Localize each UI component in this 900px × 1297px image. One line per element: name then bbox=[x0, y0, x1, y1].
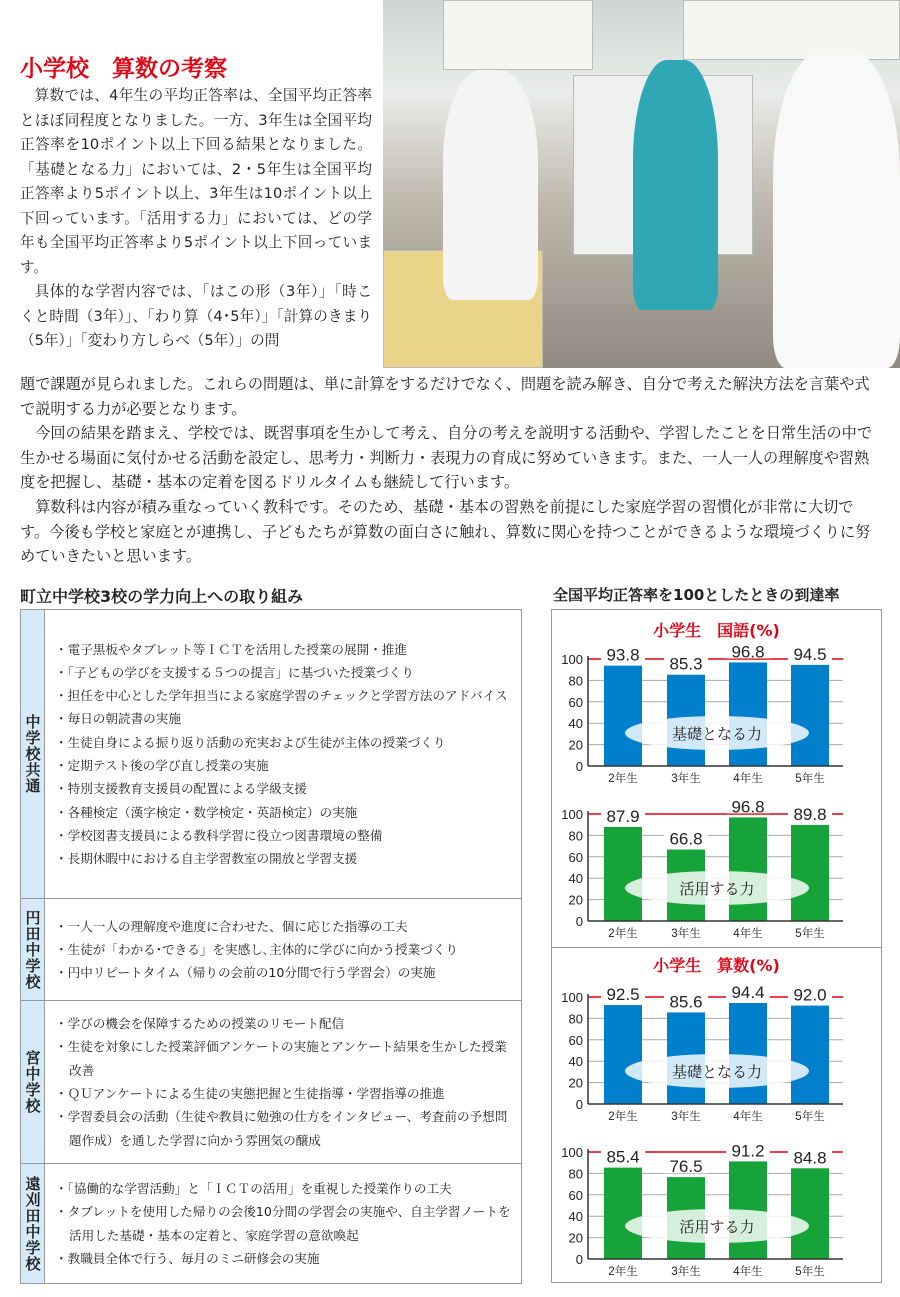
bar-chart bbox=[551, 795, 882, 940]
paragraph: 算数では、4年生の平均正答率は、全国平均正答率とほぼ同程度となりました。一方、3年生は全国平均正答率を10ポイント以上下回る結果となりました。「基礎となる力」においては、2・5年生は全国平均正答率より5ポイント以上、3年生は10ポイント以上下回っています。「活用する力」においては、どの学年も全国平均正答率より5ポイント以上下回っています。 bbox=[20, 87, 372, 276]
data-label: 92.5 bbox=[606, 985, 640, 1005]
divider bbox=[551, 947, 882, 948]
initiative-item: ・ 定期テスト後の学び直し授業の実施 bbox=[55, 754, 515, 777]
chart-group-title: 小学生 算数(%) bbox=[653, 956, 780, 975]
y-tick-label: 100 bbox=[561, 652, 583, 667]
series-label: 活用する力 bbox=[679, 881, 755, 898]
bar bbox=[791, 1006, 829, 1104]
category-label: 3年生 bbox=[671, 773, 701, 785]
initiative-item: ・ 生徒自身による振り返り活動の充実および生徒が主体の授業づくり bbox=[55, 731, 515, 754]
y-tick-label: 60 bbox=[568, 849, 583, 865]
student bbox=[633, 60, 718, 310]
alphabet-poster bbox=[683, 0, 900, 60]
paragraph: 具体的な学習内容では、「はこの形（3年）」「時こくと時間（3年）」、「わり算（4･5年）」「計算のきまり（5年）」「変わり方しらべ（5年）」の問 bbox=[20, 283, 372, 349]
initiative-item: ・ タブレットを使用した帰りの会後10分間の学習会の実施や、自主学習ノートを活用した基礎・基本の定着と、家庭学習の意欲喚起 bbox=[55, 1200, 515, 1247]
y-tick-label: 0 bbox=[575, 1252, 583, 1267]
category-label: 2年生 bbox=[608, 1111, 638, 1123]
bar-chart bbox=[551, 1133, 882, 1278]
bar bbox=[604, 666, 642, 766]
paragraph: 算数科は内容が積み重なっていく教科です。そのため、基礎・基本の習熟を前提にした家庭学習の習慣化が非常に大切です。今後も学校と家庭とが連携し、子どもたちが算数の面白さに触れ、算数に関心を持つことができるような環境づくりに努めていきたいと思います。 bbox=[20, 497, 871, 566]
initiative-item: ・ 生徒を対象にした授業評価アンケートの実施とアンケート結果を生かした授業改善 bbox=[55, 1035, 515, 1082]
initiative-item: ・ 各種検定（漢字検定・数学検定・英語検定）の実施 bbox=[55, 801, 515, 824]
category-label: 5年生 bbox=[795, 773, 825, 785]
y-tick-label: 100 bbox=[561, 807, 583, 822]
category-label: 2年生 bbox=[608, 928, 638, 940]
initiative-item: ・ ＱＵアンケートによる生徒の実態把握と生徒指導・学習指導の推進 bbox=[55, 1082, 515, 1105]
initiative-item: ・ 学校図書支援員による教科学習に役立つ図書環境の整備 bbox=[55, 824, 515, 847]
initiative-item: ・ 長期休暇中における自主学習教室の開放と学習支援 bbox=[55, 847, 515, 870]
y-tick-label: 40 bbox=[568, 716, 583, 732]
data-label: 93.8 bbox=[606, 645, 640, 665]
paragraph: 今回の結果を踏まえ、学校では、既習事項を生かして考え、自分の考えを説明する活動や、学習したことを日常生活の中で生かせる場面に気付かせる活動を設定し、思考力・判断力・表現力の育成に努めていきます。また、一人一人の理解度や習熟度を把握し、基礎・基本の定着を図るドリルタイムも継続して行います。 bbox=[20, 424, 873, 492]
data-label: 85.6 bbox=[669, 992, 703, 1012]
bar bbox=[791, 825, 829, 921]
initiative-list bbox=[45, 899, 522, 1001]
category-label: 3年生 bbox=[671, 1266, 701, 1278]
category-label: 3年生 bbox=[671, 928, 701, 940]
category-label: 4年生 bbox=[733, 1111, 763, 1123]
y-tick-label: 80 bbox=[568, 673, 583, 689]
initiative-row bbox=[21, 1001, 522, 1164]
initiative-item: ・ 毎日の朝読書の実施 bbox=[55, 707, 515, 730]
initiative-list bbox=[45, 610, 522, 899]
initiatives-heading: 町立中学校3校の学力向上への取り組み bbox=[20, 587, 304, 606]
bar bbox=[729, 1003, 767, 1104]
initiative-row bbox=[21, 899, 522, 1001]
y-tick-label: 0 bbox=[575, 1097, 583, 1112]
y-tick-label: 80 bbox=[568, 1166, 583, 1182]
initiative-item: ・ 特別支援教育支援員の配置による学級支援 bbox=[55, 777, 515, 800]
initiative-item: ・ 「協働的な学習活動」と「ＩＣＴの活用」を重視した授業作りの工夫 bbox=[55, 1177, 515, 1200]
y-tick-label: 60 bbox=[568, 694, 583, 710]
initiative-item: ・ 担任を中心とした学年担当による家庭学習のチェックと学習方法のアドバイス bbox=[55, 684, 515, 707]
y-tick-label: 80 bbox=[568, 1011, 583, 1027]
series-label: 基礎となる力 bbox=[671, 1064, 763, 1081]
bar bbox=[791, 1168, 829, 1259]
data-label: 94.5 bbox=[793, 644, 827, 664]
data-label: 96.8 bbox=[731, 797, 765, 817]
initiative-item: ・ 学びの機会を保障するための授業のリモート配信 bbox=[55, 1012, 515, 1035]
data-label: 84.8 bbox=[793, 1148, 827, 1168]
paragraph: 題で課題が見られました。これらの問題は、単に計算をするだけでなく、問題を読み解き、自分で考えた解決方法を言葉や式で説明する力が必要となります。 bbox=[20, 375, 870, 418]
school-name: 円田中学校 bbox=[21, 899, 45, 1001]
category-label: 5年生 bbox=[795, 1266, 825, 1278]
bar bbox=[729, 662, 767, 766]
initiative-list bbox=[45, 1164, 522, 1284]
category-label: 2年生 bbox=[608, 1266, 638, 1278]
school-name: 宮中学校 bbox=[21, 1001, 45, 1164]
data-label: 76.5 bbox=[669, 1157, 703, 1177]
classroom-photo bbox=[383, 0, 900, 368]
y-tick-label: 40 bbox=[568, 1209, 583, 1225]
y-tick-label: 0 bbox=[575, 914, 583, 929]
student bbox=[773, 50, 900, 368]
bar bbox=[604, 1168, 642, 1259]
y-tick-label: 40 bbox=[568, 871, 583, 887]
y-tick-label: 100 bbox=[561, 990, 583, 1005]
initiative-item: ・ 教職員全体で行う、毎月のミニ研修会の実施 bbox=[55, 1247, 515, 1270]
bar bbox=[729, 817, 767, 921]
data-label: 66.8 bbox=[669, 829, 703, 849]
y-tick-label: 0 bbox=[575, 759, 583, 774]
article-intro bbox=[20, 84, 372, 354]
category-label: 5年生 bbox=[795, 1111, 825, 1123]
category-label: 4年生 bbox=[733, 1266, 763, 1278]
initiative-item: ・ 学習委員会の活動（生徒や教員に勉強の仕方をインタビュー、考査前の予想問題作成）を通した学習に向かう雰囲気の醸成 bbox=[55, 1105, 515, 1152]
category-label: 4年生 bbox=[733, 773, 763, 785]
article-title: 小学校 算数の考察 bbox=[20, 56, 227, 82]
school-name: 遠刈田中学校 bbox=[21, 1164, 45, 1284]
bar-chart bbox=[551, 640, 882, 785]
category-label: 5年生 bbox=[795, 928, 825, 940]
initiative-list bbox=[45, 1001, 522, 1164]
initiative-item: ・ 円中リピートタイム（帰りの会前の10分間で行う学習会）の実施 bbox=[55, 961, 515, 984]
initiative-item: ・ 「子どもの学びを支援する５つの提言」に基づいた授業づくり bbox=[55, 661, 515, 684]
bar bbox=[604, 1005, 642, 1104]
category-label: 2年生 bbox=[608, 773, 638, 785]
y-tick-label: 100 bbox=[561, 1145, 583, 1160]
initiative-row bbox=[21, 610, 522, 899]
y-tick-label: 20 bbox=[568, 1075, 583, 1091]
y-tick-label: 20 bbox=[568, 892, 583, 908]
category-label: 4年生 bbox=[733, 928, 763, 940]
bar bbox=[791, 665, 829, 766]
chart-group-title: 小学生 国語(%) bbox=[653, 621, 780, 640]
student bbox=[443, 70, 538, 300]
y-tick-label: 60 bbox=[568, 1032, 583, 1048]
series-label: 活用する力 bbox=[679, 1219, 755, 1236]
y-tick-label: 20 bbox=[568, 1230, 583, 1246]
data-label: 94.4 bbox=[731, 982, 765, 1002]
y-tick-label: 60 bbox=[568, 1187, 583, 1203]
bar bbox=[604, 827, 642, 921]
initiatives-table bbox=[20, 609, 522, 1284]
initiative-row bbox=[21, 1164, 522, 1284]
initiative-item: ・ 電子黒板やタブレット等ＩＣＴを活用した授業の展開・推進 bbox=[55, 638, 515, 661]
school-name: 中学校共通 bbox=[21, 610, 45, 899]
article-body bbox=[20, 372, 880, 569]
category-label: 3年生 bbox=[671, 1111, 701, 1123]
y-tick-label: 20 bbox=[568, 737, 583, 753]
data-label: 85.3 bbox=[669, 654, 703, 674]
y-tick-label: 80 bbox=[568, 828, 583, 844]
y-tick-label: 40 bbox=[568, 1054, 583, 1070]
charts-heading: 全国平均正答率を100としたときの到達率 bbox=[553, 586, 840, 604]
data-label: 91.2 bbox=[731, 1141, 765, 1161]
data-label: 89.8 bbox=[793, 804, 827, 824]
initiative-item: ・ 一人一人の理解度や進度に合わせた、個に応じた指導の工夫 bbox=[55, 915, 515, 938]
data-label: 92.0 bbox=[793, 985, 827, 1005]
data-label: 85.4 bbox=[606, 1147, 640, 1167]
initiative-item: ・ 生徒が「わかる･できる」を実感し､主体的に学びに向かう授業づくり bbox=[55, 938, 515, 961]
data-label: 96.8 bbox=[731, 642, 765, 662]
series-label: 基礎となる力 bbox=[671, 726, 763, 743]
bar-chart bbox=[551, 978, 882, 1123]
alphabet-poster bbox=[443, 0, 593, 70]
data-label: 87.9 bbox=[606, 806, 640, 826]
